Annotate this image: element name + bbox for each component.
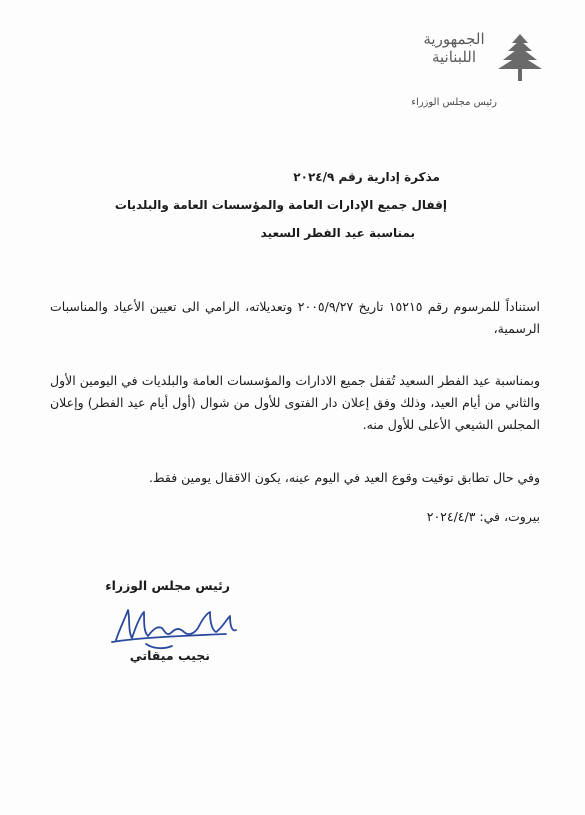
signatory-title: رئيس مجلس الوزراء	[105, 578, 230, 593]
date-line: بيروت، في: ٢٠٢٤/٤/٣	[426, 509, 540, 524]
letterhead-title-line1: الجمهورية	[423, 30, 485, 48]
letterhead-title-line2: اللبنانية	[431, 48, 477, 66]
memo-number: مذكرة إدارية رقم ٢٠٢٤/٩	[293, 170, 440, 184]
paragraph-decree-reference: استناداً للمرسوم رقم ١٥٢١٥ تاريخ ٢٠٠٥/٩/٢٧ وتعديلاته، الرامي الى تعيين الأعياد والمناسبات الرسمية،	[50, 299, 540, 336]
memo-subject-line2: بمناسبة عيد الفطر السعيد	[260, 226, 415, 240]
letterhead-title	[415, 30, 493, 66]
cedar-tree-icon	[495, 32, 545, 84]
letterhead-subtitle: رئيس مجلس الوزراء	[411, 97, 497, 108]
signatory-name: نجيب ميقاتي	[129, 648, 210, 663]
memo-subject-line1: إقفال جميع الإدارات العامة والمؤسسات العامة والبلديات	[114, 198, 447, 212]
letterhead	[410, 26, 545, 116]
paragraph-same-day-note: وفي حال تطابق توقيت وقوع العيد في اليوم عينه، يكون الاقفال يومين فقط.	[149, 470, 540, 485]
paragraph-closure-announcement: وبمناسبة عيد الفطر السعيد تُقفل جميع الادارات والمؤسسات العامة والبلديات في اليومين الأول والثاني من أيام العيد، وذلك وفق إعلان دار الفتوى للأول من شوال (أول أيام عيد الفطر) وإعلان المجلس الشيعي الأعلى للأول منه.	[50, 373, 540, 432]
